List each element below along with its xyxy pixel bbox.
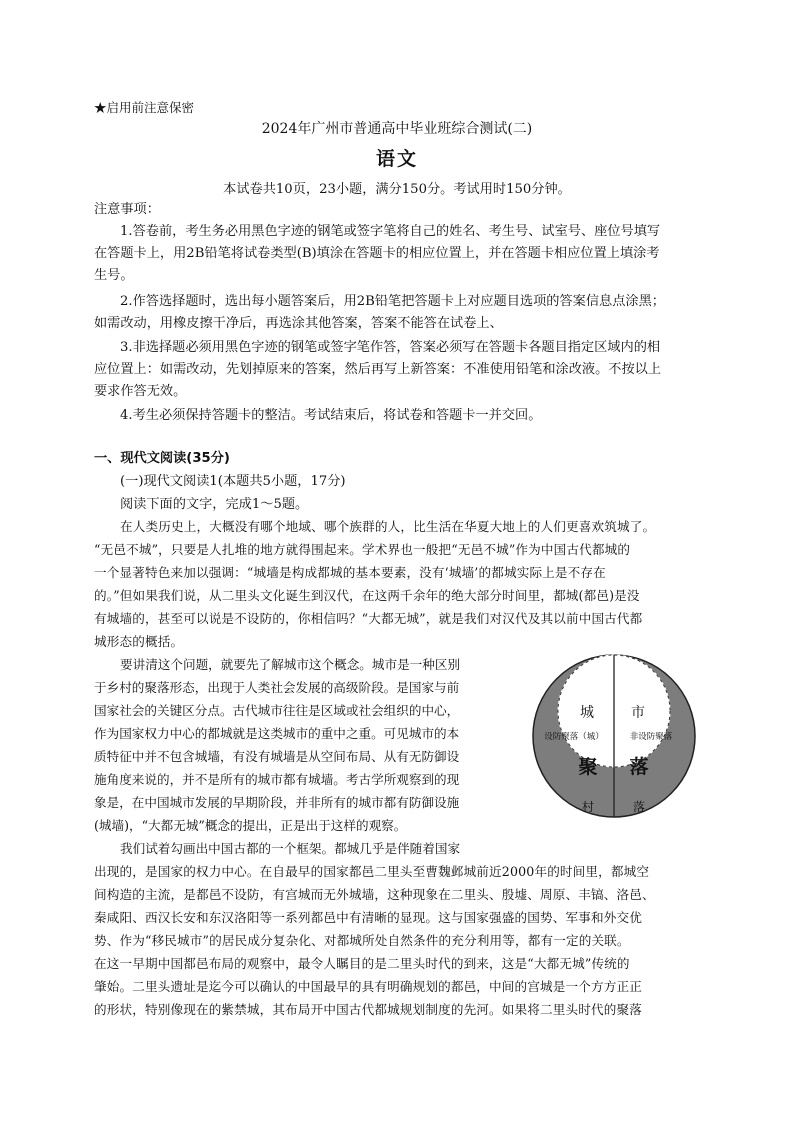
passage-line: 肇始。二里头遗址是迄今可以确认的中国最早的具有明确规划的都邑，中间的宫城是一个方方正正 [94, 979, 642, 994]
label-top-left: 城 [580, 705, 594, 721]
note-line: 生号。 [94, 268, 134, 283]
passage-line: 一个显著特色来加以强调：“城墙是构成都城的基本要素，没有‘城墙’的都城实际上是不存在 [94, 565, 606, 580]
passage-line: (城墙)，“大都无城”概念的提出，正是出于这样的观察。 [94, 818, 407, 833]
note-line: 在答题卡上，用2B铅笔将试卷类型(B)填涂在答题卡的相应位置上，并在答题卡相应位置上填涂考 [94, 246, 660, 261]
note-line: 要求作答无效。 [94, 384, 187, 399]
note-line: 2.作答选择题时，选出每小题答案后，用2B铅笔把答题卡上对应题目选项的答案信息点涂黑； [120, 294, 665, 309]
passage-line: 质特征中并不包含城墙，有没有城墙是从空间布局、从有无防御设 [94, 749, 460, 764]
section-heading: 一、现代文阅读(35分) [94, 451, 230, 466]
label-big-left: 聚 [578, 756, 598, 778]
passage-line: 我们试着勾画出中国古都的一个框架。都城几乎是伴随着国家 [120, 841, 461, 856]
label-bottom-right: 落 [632, 800, 646, 814]
passage-line: “无邑不城”，只要是人扎堆的地方就得围起来。学术界也一般把“无邑不城”作为中国古代都城的 [94, 542, 631, 557]
label-top-right: 市 [631, 705, 645, 721]
label-big-right: 落 [629, 756, 649, 778]
passage-line: 象是，在中国城市发展的早期阶段，并非所有的城市都有防御设施 [94, 795, 460, 810]
passage-line: 间构造的主流，是都邑不设防，有宫城而无外城墙，这种现象在二里头、殷墟、周原、丰镐、洛邑、 [94, 887, 655, 902]
passage-line: 作为国家权力中心的都城就是这类城市的重中之重。可见城市的本 [94, 726, 460, 741]
passage-line: 城形态的概括。 [94, 634, 184, 649]
passage-line: 国家社会的关键区分点。古代城市往往是区域或社会组织的中心， [94, 703, 460, 718]
note-line: 1.答卷前，考生务必用黑色字迹的钢笔或签字笔将自己的姓名、考生号、试室号、座位号填写 [120, 224, 661, 239]
subject-title: 语文 [375, 148, 418, 170]
passage-line: 出现的，是国家的权力中心。在自最早的国家都邑二里头至曹魏邺城前近2000年的时间里，都城空 [94, 864, 650, 879]
note-line: 应位置上：如需改动，先划掉原来的答案，然后再写上新答案：不准使用铅笔和涂改液。不按以上 [94, 362, 662, 377]
passage-line: 势、作为“移民城市”的居民成分复杂化、对都城所处自然条件的充分利用等，都有一定的关联。 [94, 933, 630, 948]
passage-line: 有城墙的，甚至可以说是不设防的，你相信吗？“大都无城”，就是我们对汉代及其以前中国古代都 [94, 611, 643, 626]
exam-info: 本试卷共10页，23小题，满分150分。考试用时150分钟。 [223, 182, 571, 197]
exam-title: 2024年广州市普通高中毕业班综合测试(二) [261, 121, 533, 137]
label-mid-right: 非设防聚落 [629, 732, 673, 742]
confidential-mark: ★启用前注意保密 [94, 100, 195, 115]
note-line: 4.考生必须保持答题卡的整洁。考试结束后，将试卷和答题卡一并交回。 [120, 408, 542, 423]
passage-line: 施角度来说的，并不是所有的城市都有城墙。考古学所观察到的现 [94, 772, 460, 787]
passage-line: 要讲清这个问题，就要先了解城市这个概念。城市是一种区别 [120, 657, 461, 672]
instruction: 阅读下面的文字，完成1～5题。 [120, 497, 309, 512]
passage-line: 的形状，特别像现在的紫禁城，其布局开中国古代都城规划制度的先河。如果将二里头时代的聚落 [94, 1002, 642, 1017]
sub-heading: (一)现代文阅读1(本题共5小题，17分) [120, 474, 346, 489]
passage-line: 于乡村的聚落形态，出现于人类社会发展的高级阶段。是国家与前 [94, 680, 460, 695]
settlement-diagram [531, 651, 697, 821]
passage-line: 的。”但如果我们说，从二里头文化诞生到汉代，在这两千余年的绝大部分时间里，都城(都邑)是没 [94, 588, 640, 603]
note-line: 如需改动，用橡皮擦干净后，再选涂其他答案，答案不能答在试卷上、 [94, 316, 503, 331]
passage-line: 在人类历史上，大概没有哪个地域、哪个族群的人，比生活在华夏大地上的人们更喜欢筑城了。 [120, 519, 656, 534]
passage-line: 在这一早期中国都邑布局的观察中，最令人瞩目的是二里头时代的到来，这是“大都无城”传统的 [94, 956, 630, 971]
passage-line: 秦咸阳、西汉长安和东汉洛阳等一系列都邑中有清晰的显现。这与国家强盛的国势、军事和外交优 [94, 910, 642, 925]
settlement-diagram-svg [531, 651, 697, 821]
label-mid-left: 设防聚落（城） [544, 732, 604, 742]
label-bottom-left: 村 [581, 800, 595, 814]
note-line: 3.非选择题必须用黑色字迹的钢笔或签字笔作答，答案必须写在答题卡各题目指定区域内的相 [120, 340, 661, 355]
notes-heading: 注意事项： [94, 202, 160, 217]
